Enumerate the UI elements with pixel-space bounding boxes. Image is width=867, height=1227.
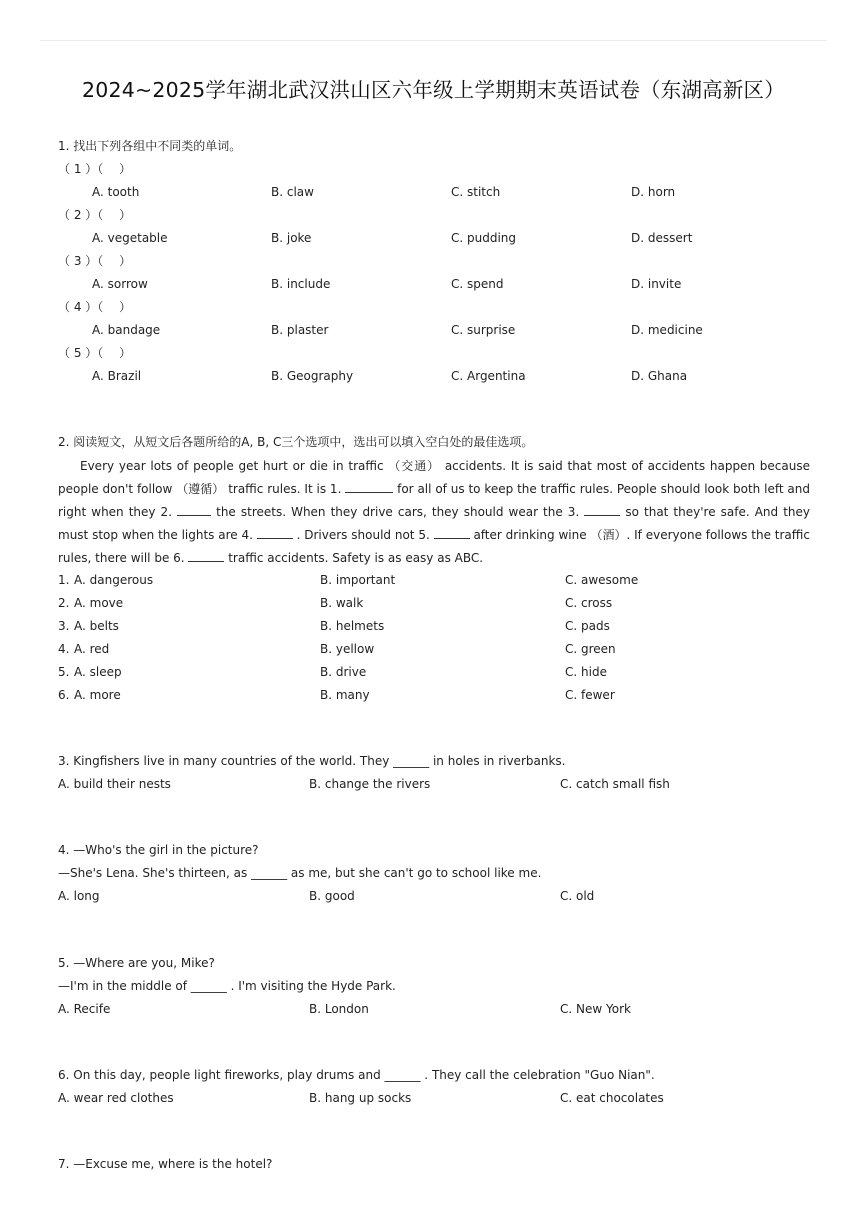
q5-option-b: B. London [309,1002,369,1016]
q2-item-5-number: 5. [58,665,70,679]
q1-group-5-label: （ 5 ）（ ） [58,346,132,360]
q5-option-c: C. New York [560,1002,631,1016]
q2-item-5-option-a: A. sleep [74,665,122,679]
q1-g3-option-a: A. sorrow [92,277,148,291]
q1-g2-option-c: C. pudding [451,231,517,245]
q1-g4-option-a: A. bandage [92,323,161,337]
q2-item-6-option-b: B. many [320,688,370,702]
q2-item-1-option-a: A. dangerous [74,573,154,587]
q2-item-4-option-c: C. green [565,642,616,656]
q2-item-3-option-c: C. pads [565,619,610,633]
q2-item-2-option-b: B. walk [320,596,364,610]
q6-option-c: C. eat chocolates [560,1091,664,1105]
q3-stem: 3. Kingfishers live in many countries of the world. They ______ in holes in riverbanks. [58,754,566,768]
q1-g5-option-c: C. Argentina [451,369,526,383]
q7-line-1: 7. —Excuse me, where is the hotel? [58,1157,273,1171]
q1-group-1-label: （ 1 ）（ ） [58,162,132,176]
q5-line-2: —I'm in the middle of ______ . I'm visiting the Hyde Park. [58,979,396,993]
q1-g3-option-d: D. invite [631,277,682,291]
q1-g1-option-d: D. horn [631,185,676,199]
q3-option-b: B. change the rivers [309,777,431,791]
q2-item-2-option-a: A. move [74,596,124,610]
q1-group-2-label: （ 2 ）（ ） [58,208,132,222]
q4-line-2: —She's Lena. She's thirteen, as ______ as me, but she can't go to school like me. [58,866,542,880]
q2-item-2-option-c: C. cross [565,596,613,610]
q2-item-5-option-b: B. drive [320,665,367,679]
blank-1 [345,480,393,493]
q1-g3-option-b: B. include [271,277,331,291]
q6-option-b: B. hang up socks [309,1091,412,1105]
q3-option-c: C. catch small fish [560,777,670,791]
q2-item-1-number: 1. [58,573,70,587]
q1-g4-option-c: C. surprise [451,323,516,337]
q1-g5-option-a: A. Brazil [92,369,142,383]
q1-g1-option-a: A. tooth [92,185,140,199]
q2-item-6-option-c: C. fewer [565,688,615,702]
blank-6 [188,549,224,562]
q4-option-c: C. old [560,889,595,903]
q2-item-2-number: 2. [58,596,70,610]
q1-stem: 1. 找出下列各组中不同类的单词。 [58,139,242,153]
q1-g2-option-d: D. dessert [631,231,693,245]
q2-item-3-option-a: A. belts [74,619,119,633]
q2-item-4-option-b: B. yellow [320,642,375,656]
q2-stem: 2. 阅读短文，从短文后各题所给的A, B, C三个选项中，选出可以填入空白处的最佳选项。 [58,435,534,449]
q5-option-a: A. Recife [58,1002,111,1016]
q2-item-1-option-b: B. important [320,573,396,587]
q4-line-1: 4. —Who's the girl in the picture? [58,843,259,857]
q1-g4-option-b: B. plaster [271,323,329,337]
q2-item-4-option-a: A. red [74,642,110,656]
q2-item-6-number: 6. [58,688,70,702]
blank-5 [434,526,470,539]
q6-stem: 6. On this day, people light fireworks, play drums and ______ . They call the celebration "Guo Nian". [58,1068,655,1082]
q2-item-4-number: 4. [58,642,70,656]
blank-2 [177,503,211,516]
q3-option-a: A. build their nests [58,777,171,791]
q4-option-b: B. good [309,889,355,903]
q1-g4-option-d: D. medicine [631,323,703,337]
q2-item-3-option-b: B. helmets [320,619,385,633]
q1-g2-option-b: B. joke [271,231,312,245]
q1-group-3-label: （ 3 ）（ ） [58,254,132,268]
q1-g5-option-d: D. Ghana [631,369,688,383]
q1-g1-option-c: C. stitch [451,185,501,199]
header-divider [40,40,827,41]
blank-3 [584,503,620,516]
q2-item-3-number: 3. [58,619,70,633]
q2-item-5-option-c: C. hide [565,665,607,679]
q1-g3-option-c: C. spend [451,277,504,291]
q1-g5-option-b: B. Geography [271,369,354,383]
q2-item-1-option-c: C. awesome [565,573,639,587]
blank-4 [257,526,293,539]
q1-g2-option-a: A. vegetable [92,231,168,245]
q2-passage: Every year lots of people get hurt or die in traffic （交通） accidents. It is said that most of accidents happen because people don't follow （遵循） traffic rules. It is 1. for all of us to keep the traffic rules. People should look both left and right when they 2. the streets. When they drive cars, they should wear the 3. so that they're safe. And they must stop when the lights are 4. . Drivers should not 5. after drinking wine （酒）. If everyone follows the traffic rules, there will be 6. traffic accidents. Safety is as easy as ABC. [58,459,810,565]
q5-line-1: 5. —Where are you, Mike? [58,956,215,970]
q1-g1-option-b: B. claw [271,185,314,199]
q6-option-a: A. wear red clothes [58,1091,174,1105]
q1-group-4-label: （ 4 ）（ ） [58,300,132,314]
q4-option-a: A. long [58,889,100,903]
q2-item-6-option-a: A. more [74,688,121,702]
page-title: 2024~2025学年湖北武汉洪山区六年级上学期期末英语试卷（东湖高新区） [82,78,785,102]
